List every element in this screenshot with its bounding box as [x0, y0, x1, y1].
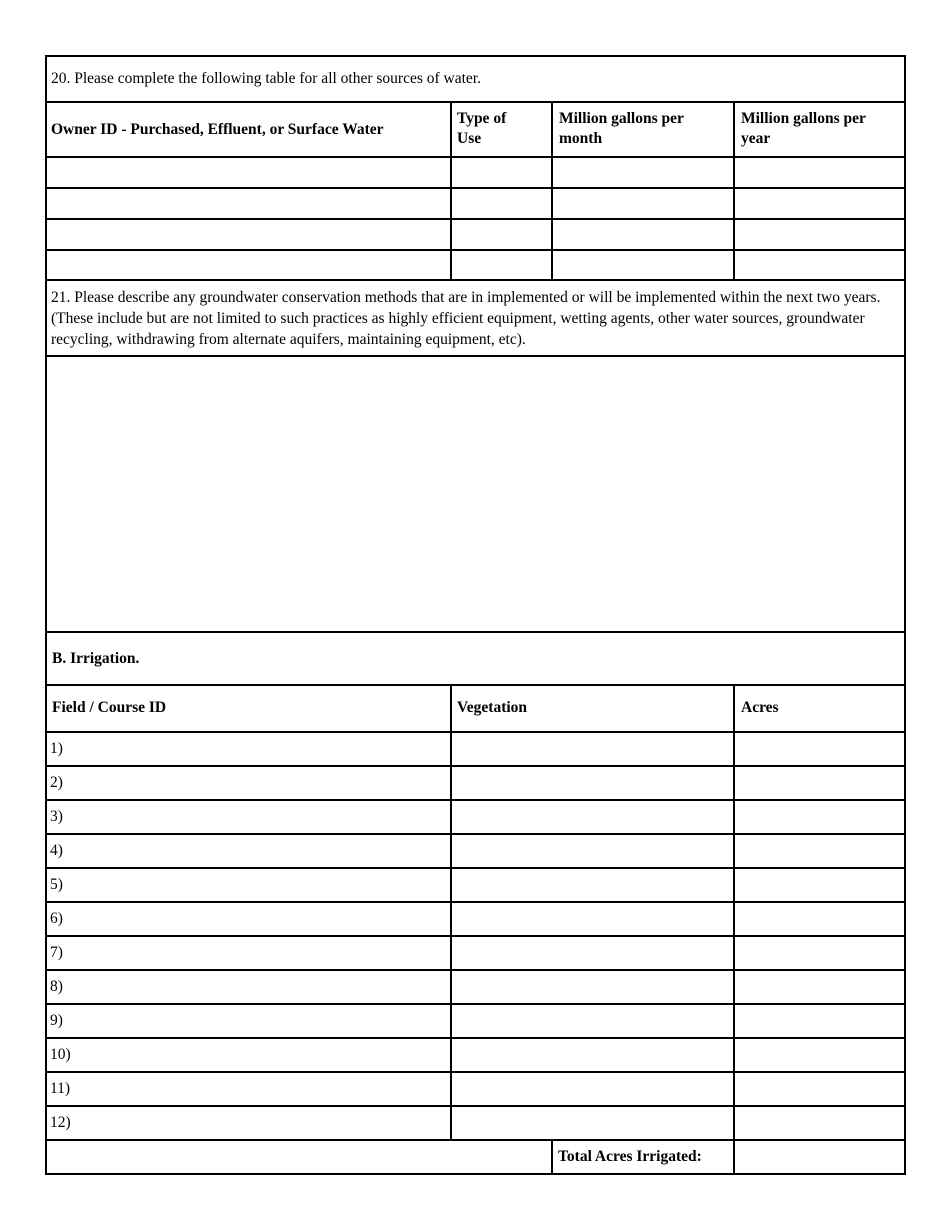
acres-column-header: Acres — [741, 699, 779, 716]
irrigation-row-label: 8) — [50, 978, 63, 995]
vegetation-input[interactable] — [452, 1073, 733, 1105]
gallons-year-input-row-2[interactable] — [735, 189, 904, 218]
acres-input[interactable] — [735, 801, 904, 833]
gallons-year-input-row-4[interactable] — [735, 251, 904, 279]
irrigation-row-label: 4) — [50, 842, 63, 859]
vegetation-input[interactable] — [452, 835, 733, 867]
owner-id-input-row-4[interactable] — [47, 251, 450, 279]
question-20-prompt: 20. Please complete the following table for all other sources of water. — [51, 70, 481, 87]
total-acres-input[interactable] — [735, 1141, 904, 1173]
irrigation-row-label: 6) — [50, 910, 63, 927]
acres-input[interactable] — [735, 1107, 904, 1139]
irrigation-row-label: 12) — [50, 1114, 71, 1131]
total-acres-irrigated-label: Total Acres Irrigated: — [558, 1148, 702, 1165]
vegetation-input[interactable] — [452, 733, 733, 765]
field-id-input[interactable] — [85, 733, 450, 765]
type-of-use-column-header: Type of Use — [457, 110, 507, 147]
vegetation-input[interactable] — [452, 869, 733, 901]
vegetation-input[interactable] — [452, 971, 733, 1003]
field-id-input[interactable] — [85, 903, 450, 935]
acres-input[interactable] — [735, 1005, 904, 1037]
conservation-methods-answer-area[interactable] — [47, 357, 904, 631]
rule — [45, 631, 906, 633]
vegetation-input[interactable] — [452, 937, 733, 969]
rule — [45, 1173, 906, 1175]
gallons-month-input-row-2[interactable] — [553, 189, 733, 218]
acres-input[interactable] — [735, 869, 904, 901]
field-course-id-column-header: Field / Course ID — [52, 699, 167, 716]
gallons-month-input-row-3[interactable] — [553, 220, 733, 249]
irrigation-row-label: 3) — [50, 808, 63, 825]
owner-id-column-header: Owner ID - Purchased, Effluent, or Surface Water — [51, 121, 384, 138]
field-id-input[interactable] — [85, 971, 450, 1003]
field-id-input[interactable] — [85, 937, 450, 969]
acres-input[interactable] — [735, 767, 904, 799]
type-of-use-input-row-4[interactable] — [452, 251, 551, 279]
rule — [45, 279, 906, 281]
field-id-input[interactable] — [85, 1107, 450, 1139]
vegetation-column-header: Vegetation — [457, 699, 528, 716]
question-21-prompt: 21. Please describe any groundwater conservation methods that are in implemented or will be implemented within the next two years. (These include but are not limited to such practices as highly efficient equipment, wetting agents, other water sources, groundwater recycling, withdrawing from alternate aquifers, maintaining equipment, etc). — [51, 289, 881, 348]
irrigation-section-heading: B. Irrigation. — [52, 650, 140, 667]
irrigation-row-label: 5) — [50, 876, 63, 893]
gallons-month-input-row-4[interactable] — [553, 251, 733, 279]
column-divider — [551, 1139, 553, 1175]
acres-input[interactable] — [735, 733, 904, 765]
field-id-input[interactable] — [85, 1005, 450, 1037]
acres-input[interactable] — [735, 937, 904, 969]
owner-id-input-row-2[interactable] — [47, 189, 450, 218]
field-id-input[interactable] — [85, 869, 450, 901]
type-of-use-input-row-1[interactable] — [452, 158, 551, 187]
vegetation-input[interactable] — [452, 1005, 733, 1037]
vegetation-input[interactable] — [452, 1039, 733, 1071]
water-use-form — [45, 55, 906, 1175]
irrigation-row-label: 10) — [50, 1046, 71, 1063]
gallons-month-input-row-1[interactable] — [553, 158, 733, 187]
acres-input[interactable] — [735, 1039, 904, 1071]
form-right-border — [904, 55, 906, 1175]
gallons-year-input-row-1[interactable] — [735, 158, 904, 187]
owner-id-input-row-1[interactable] — [47, 158, 450, 187]
vegetation-input[interactable] — [452, 801, 733, 833]
type-of-use-input-row-3[interactable] — [452, 220, 551, 249]
irrigation-row-label: 1) — [50, 740, 63, 757]
field-id-input[interactable] — [85, 835, 450, 867]
irrigation-row-label: 9) — [50, 1012, 63, 1029]
owner-id-input-row-3[interactable] — [47, 220, 450, 249]
gallons-year-input-row-3[interactable] — [735, 220, 904, 249]
field-id-input[interactable] — [85, 1039, 450, 1071]
acres-input[interactable] — [735, 971, 904, 1003]
acres-input[interactable] — [735, 903, 904, 935]
rule — [45, 684, 906, 686]
acres-input[interactable] — [735, 1073, 904, 1105]
vegetation-input[interactable] — [452, 903, 733, 935]
gallons-per-month-column-header: Million gallons per month — [559, 110, 684, 147]
vegetation-input[interactable] — [452, 1107, 733, 1139]
field-id-input[interactable] — [85, 801, 450, 833]
irrigation-row-label: 7) — [50, 944, 63, 961]
irrigation-row-label: 2) — [50, 774, 63, 791]
rule — [45, 55, 906, 57]
field-id-input[interactable] — [85, 1073, 450, 1105]
field-id-input[interactable] — [85, 767, 450, 799]
rule — [45, 101, 906, 103]
acres-input[interactable] — [735, 835, 904, 867]
type-of-use-input-row-2[interactable] — [452, 189, 551, 218]
gallons-per-year-column-header: Million gallons per year — [741, 110, 866, 147]
vegetation-input[interactable] — [452, 767, 733, 799]
irrigation-row-label: 11) — [50, 1080, 71, 1097]
